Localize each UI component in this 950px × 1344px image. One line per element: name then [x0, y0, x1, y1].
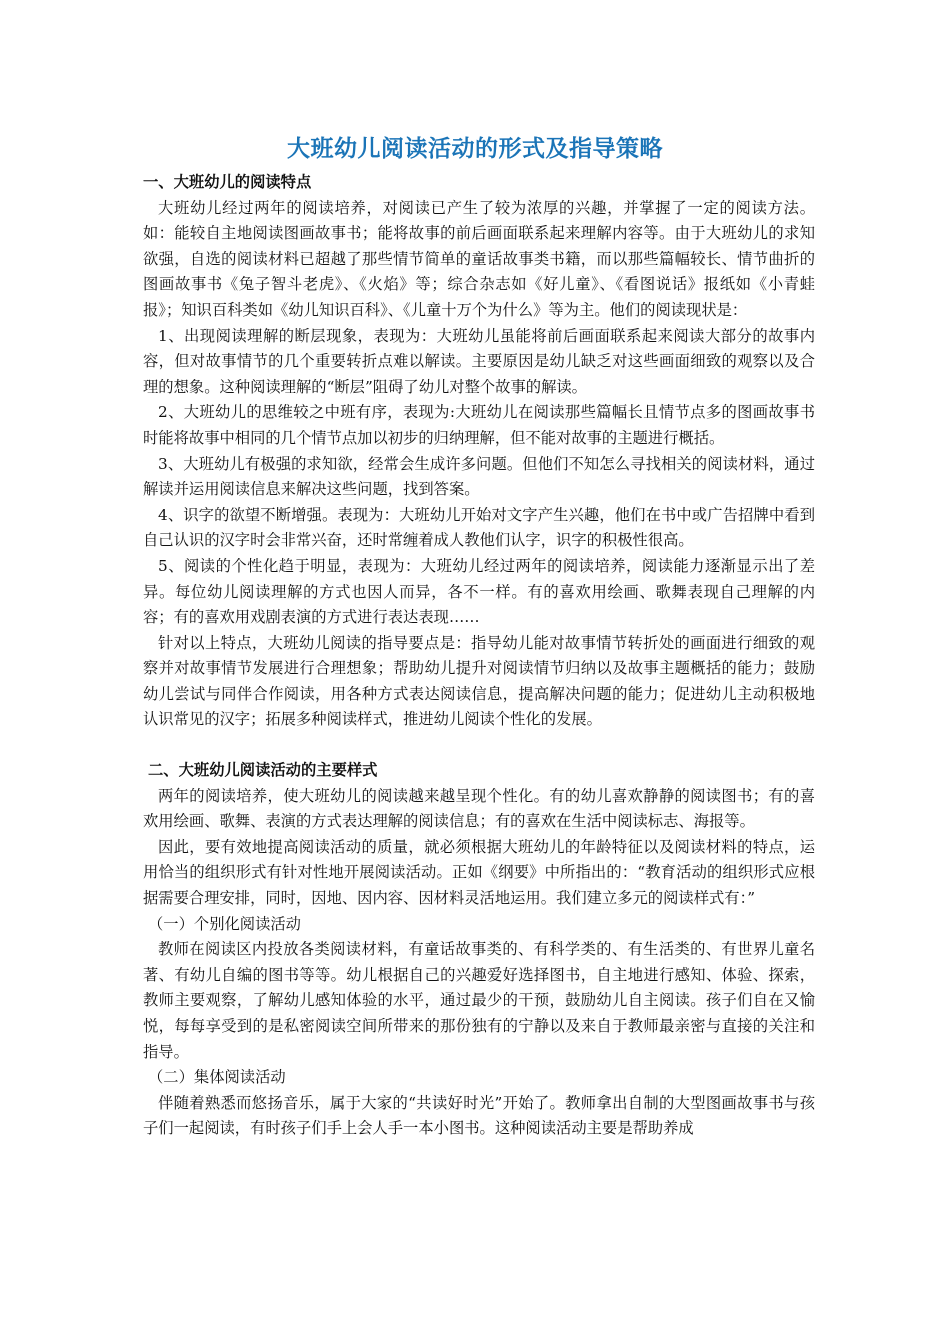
paragraph: 教师在阅读区内投放各类阅读材料，有童话故事类的、有科学类的、有生活类的、有世界儿童名著、有幼儿自编的图书等等。幼儿根据自己的兴趣爱好选择图书，自主地进行感知、体验、探索，教师主要观察，了解幼儿感知体验的水平，通过最少的干预，鼓励幼儿自主阅读。孩子们自在又愉悦，每每享受到的是私密阅读空间所带来的那份独有的宁静以及来自于教师最亲密与直接的关注和指导。 [143, 940, 815, 1061]
paragraph-summary: 针对以上特点，大班幼儿阅读的指导要点是：指导幼儿能对故事情节转折处的画面进行细致的观察并对故事情节发展进行合理想象；帮助幼儿提升对阅读情节归纳以及故事主题概括的能力；鼓励幼儿尝试与同伴合作阅读，用各种方式表达阅读信息，提高解决问题的能力；促进幼儿主动积极地认识常见的汉字；拓展多种阅读样式，推进幼儿阅读个性化的发展。 [143, 633, 815, 729]
document-title: 大班幼儿阅读活动的形式及指导策略 [287, 136, 663, 162]
document-body [143, 170, 815, 1142]
paragraph: 伴随着熟悉而悠扬音乐，属于大家的“共读好时光”开始了。教师拿出自制的大型图画故事书与孩子们一起阅读，有时孩子们手上会人手一本小图书。这种阅读活动主要是帮助养成 [143, 1093, 815, 1138]
list-item: 2、大班幼儿的思维较之中班有序，表现为:大班幼儿在阅读那些篇幅长且情节点多的图画故事书时能将故事中相同的几个情节点加以初步的归纳理解，但不能对故事的主题进行概括。 [143, 403, 815, 447]
paragraph-intro: 大班幼儿经过两年的阅读培养，对阅读已产生了较为浓厚的兴趣，并掌握了一定的阅读方法。如：能较自主地阅读图画故事书；能将故事的前后画面联系起来理解内容等。由于大班幼儿的求知欲强，自选的阅读材料已超越了那些情节简单的童话故事类书籍，而以那些篇幅较长、情节曲折的图画故事书《兔子智斗老虎》、《火焰》等；综合杂志如《好儿童》、《看图说话》报纸如《小青蛙报》；知识百科类如《幼儿知识百科》、《儿童十万个为什么》等为主。他们的阅读现状是： [143, 198, 815, 319]
paragraph: 因此，要有效地提高阅读活动的质量，就必须根据大班幼儿的年龄特征以及阅读材料的特点，运用恰当的组织形式有针对性地开展阅读活动。正如《纲要》中所指出的：“教育活动的组织形式应根据需要合理安排，同时，因地、因内容、因材料灵活地运用。我们建立多元的阅读样式有：” [143, 837, 815, 908]
section-heading-1: 一、大班幼儿的阅读特点 [143, 173, 312, 191]
list-item: 1、出现阅读理解的断层现象，表现为：大班幼儿虽能将前后画面联系起来阅读大部分的故事内容，但对故事情节的几个重要转折点难以解读。主要原因是幼儿缺乏对这些画面细致的观察以及合理的想象。这种阅读理解的“断层”阻碍了幼儿对整个故事的解读。 [143, 326, 815, 396]
section-heading-2: 二、大班幼儿阅读活动的主要样式 [148, 761, 378, 780]
subheading-individual-reading: （一）个别化阅读活动 [148, 914, 301, 933]
list-item: 3、大班幼儿有极强的求知欲，经常会生成许多问题。但他们不知怎么寻找相关的阅读材料，通过解读并运用阅读信息来解决这些问题，找到答案。 [143, 454, 815, 499]
paragraph: 两年的阅读培养，使大班幼儿的阅读越来越呈现个性化。有的幼儿喜欢静静的阅读图书；有的喜欢用绘画、歌舞、表演的方式表达理解的阅读信息；有的喜欢在生活中阅读标志、海报等。 [143, 786, 815, 831]
list-item: 5、阅读的个性化趋于明显，表现为：大班幼儿经过两年的阅读培养，阅读能力逐渐显示出了差异。每位幼儿阅读理解的方式也因人而异，各不一样。有的喜欢用绘画、歌舞表现自己理解的内容；有的喜欢用戏剧表演的方式进行表达表现…… [143, 556, 815, 627]
list-item: 4、识字的欲望不断增强。表现为：大班幼儿开始对文字产生兴趣，他们在书中或广告招牌中看到自己认识的汉字时会非常兴奋，还时常缠着成人教他们认字，识字的积极性很高。 [143, 505, 815, 550]
subheading-group-reading: （二）集体阅读活动 [148, 1068, 286, 1087]
